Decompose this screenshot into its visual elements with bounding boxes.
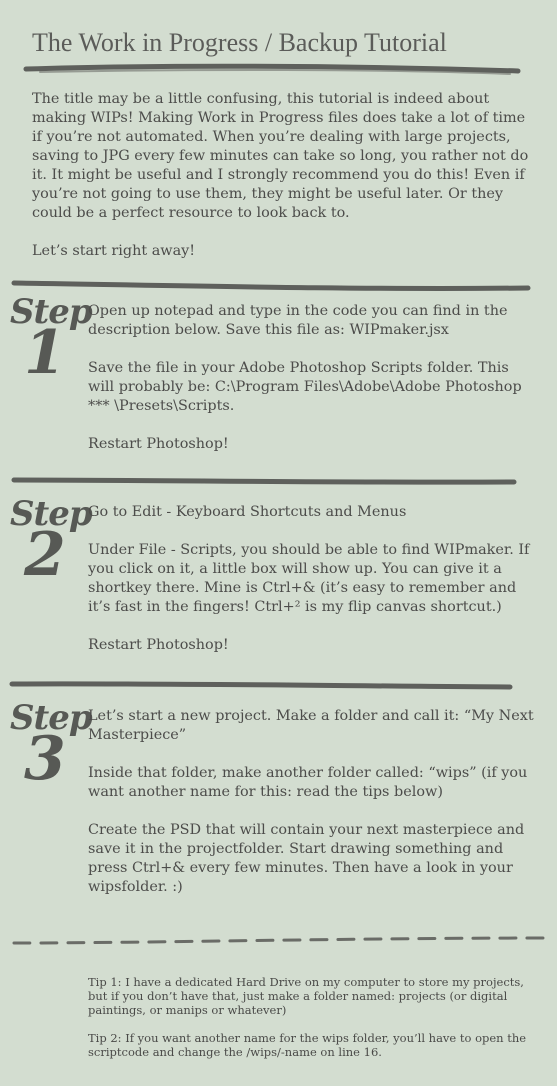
step-2-paragraph: Go to Edit - Keyboard Shortcuts and Menus xyxy=(88,504,407,520)
dashed-divider xyxy=(0,932,557,952)
page-title: The Work in Progress / Backup Tutorial xyxy=(32,28,447,57)
step-3-paragraph: Inside that folder, make another folder called: “wips” (if you want another name for this: read the tips below) xyxy=(88,765,528,800)
step-1-paragraph: Open up notepad and type in the code you can find in the description below. Save this file as: WIPmaker.jsx xyxy=(88,303,508,338)
step-2-paragraph: Restart Photoshop! xyxy=(88,637,229,653)
intro-text xyxy=(32,90,532,280)
tips-section xyxy=(88,975,528,1073)
step-3-paragraph: Let’s start a new project. Make a folder and call it: “My Next Masterpiece” xyxy=(88,708,534,743)
step-2-number: 2 xyxy=(24,520,66,590)
step-2-paragraph: Under File - Scripts, you should be able to find WIPmaker. If you click on it, a little box will show up. You can give it a shortkey there. Mine is Ctrl+& (it’s easy to remember and it’s fast in the fingers! Ctrl+² is my flip canvas shortcut.) xyxy=(88,542,530,615)
step-3-label: Step xyxy=(10,698,92,738)
step-3-paragraph: Create the PSD that will contain your next masterpiece and save it in the projectfolder. Start drawing something and press Ctrl+& every few minutes. Then have a look in your wipsfolder. :) xyxy=(88,822,525,895)
step-1-label: Step xyxy=(10,292,92,332)
title-underline-stroke xyxy=(0,60,557,80)
step-1-number: 1 xyxy=(24,318,66,388)
step-1-paragraph: Restart Photoshop! xyxy=(88,436,229,452)
step-3-number: 3 xyxy=(24,724,66,794)
tip-1: Tip 1: I have a dedicated Hard Drive on my computer to store my projects, but if you don’t have that, just make a folder named: projects (or digital paintings, or manips or whatever) xyxy=(88,975,524,1017)
tip-2: Tip 2: If you want another name for the wips folder, you’ll have to open the scriptcode and change the /wips/-name on line 16. xyxy=(88,1031,527,1059)
intro-paragraph: The title may be a little confusing, this tutorial is indeed about making WIPs! Making Work in Progress files does take a lot of time if you’re not automated. When you’re dealing with large projects, saving to JPG every few minutes can take so long, you rather not do it. It might be useful and I strongly recommend you do this! Even if you’re not going to use them, they might be useful later. Or they could be a perfect resource to look back to. xyxy=(32,91,529,221)
divider-stroke xyxy=(0,472,557,492)
divider-stroke xyxy=(0,676,557,696)
step-3-body xyxy=(88,707,538,916)
step-1-paragraph: Save the file in your Adobe Photoshop Scripts folder. This will probably be: C:\Program Files\Adobe\Adobe Photoshop *** \Presets\Scripts. xyxy=(88,360,522,414)
intro-paragraph: Let’s start right away! xyxy=(32,243,196,259)
step-2-body xyxy=(88,503,538,674)
step-2-label: Step xyxy=(10,494,92,534)
step-1-body xyxy=(88,302,538,473)
